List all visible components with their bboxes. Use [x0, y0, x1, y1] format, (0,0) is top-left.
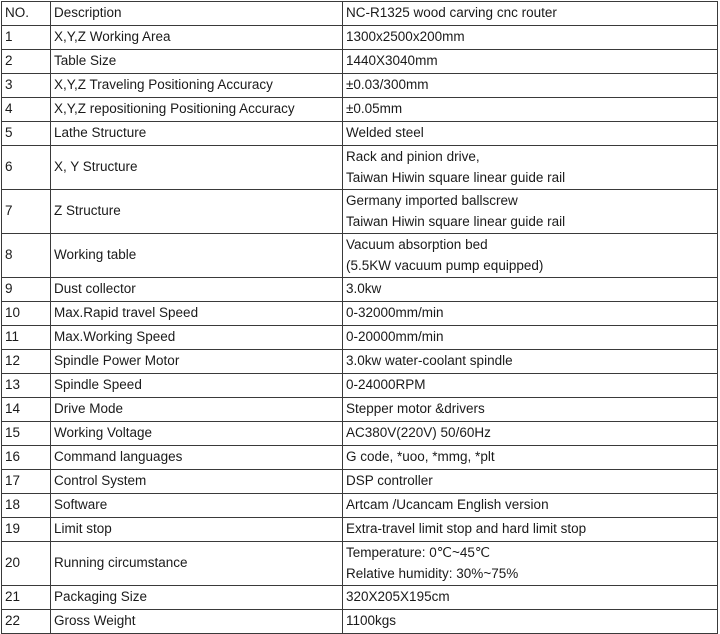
row-value	[343, 494, 718, 518]
row-value-line: (5.5KW vacuum pump equipped)	[346, 257, 544, 273]
header-no: NO.	[2, 2, 51, 26]
row-value	[343, 190, 718, 234]
row-description: Max.Working Speed	[51, 326, 343, 350]
table-row	[2, 470, 718, 494]
row-value-line: 0-24000RPM	[346, 377, 426, 393]
row-description: Limit stop	[51, 518, 343, 542]
row-description: Command languages	[51, 446, 343, 470]
row-value	[343, 302, 718, 326]
row-value	[343, 518, 718, 542]
row-description: Software	[51, 494, 343, 518]
table-row	[2, 586, 718, 610]
row-value-line: Welded steel	[346, 125, 424, 141]
row-number: 9	[2, 278, 51, 302]
row-description: Spindle Speed	[51, 374, 343, 398]
row-description: Table Size	[51, 50, 343, 74]
row-value	[343, 446, 718, 470]
row-value-line: ±0.05mm	[346, 101, 403, 117]
row-description: Z Structure	[51, 190, 343, 234]
table-row	[2, 190, 718, 234]
row-value-line: Temperature: 0℃~45℃	[346, 545, 491, 560]
table-row	[2, 122, 718, 146]
row-value-line: Taiwan Hiwin square linear guide rail	[346, 213, 566, 229]
row-value-line: AC380V(220V) 50/60Hz	[346, 425, 491, 441]
row-value-line: DSP controller	[346, 473, 433, 489]
row-number: 22	[2, 610, 51, 634]
row-value-line: 3.0kw	[346, 281, 382, 297]
table-row	[2, 26, 718, 50]
row-description: Working Voltage	[51, 422, 343, 446]
row-value-line: G code, *uoo, *mmg, *plt	[346, 449, 495, 465]
row-value-line: 0-32000mm/min	[346, 305, 444, 321]
row-description: Gross Weight	[51, 610, 343, 634]
row-value	[343, 398, 718, 422]
row-number: 3	[2, 74, 51, 98]
row-description: X,Y,Z repositioning Positioning Accuracy	[51, 98, 343, 122]
table-row	[2, 278, 718, 302]
row-number: 15	[2, 422, 51, 446]
row-description: Lathe Structure	[51, 122, 343, 146]
table-row	[2, 326, 718, 350]
row-description: Working table	[51, 234, 343, 278]
row-value-line: 1300x2500x200mm	[346, 29, 465, 45]
row-description: Drive Mode	[51, 398, 343, 422]
row-description: Spindle Power Motor	[51, 350, 343, 374]
row-value	[343, 542, 718, 586]
row-number: 4	[2, 98, 51, 122]
row-value-line: Extra-travel limit stop and hard limit stop	[346, 521, 587, 537]
row-number: 7	[2, 190, 51, 234]
row-number: 17	[2, 470, 51, 494]
table-row	[2, 302, 718, 326]
row-number: 16	[2, 446, 51, 470]
row-description: Max.Rapid travel Speed	[51, 302, 343, 326]
table-row	[2, 610, 718, 634]
row-value-line: Stepper motor &drivers	[346, 401, 485, 417]
row-value-line: Rack and pinion drive,	[346, 149, 480, 164]
row-number: 2	[2, 50, 51, 74]
row-value	[343, 610, 718, 634]
table-row	[2, 398, 718, 422]
row-value-line: ±0.03/300mm	[346, 77, 429, 93]
row-value-line: Germany imported ballscrew	[346, 193, 518, 208]
row-number: 14	[2, 398, 51, 422]
row-value	[343, 470, 718, 494]
row-number: 19	[2, 518, 51, 542]
table-row	[2, 350, 718, 374]
row-value-line: 1100kgs	[346, 613, 397, 629]
row-value	[343, 234, 718, 278]
table-row	[2, 98, 718, 122]
table-row	[2, 146, 718, 190]
row-value-line: Vacuum absorption bed	[346, 237, 488, 252]
row-number: 6	[2, 146, 51, 190]
row-number: 5	[2, 122, 51, 146]
row-value-line: 0-20000mm/min	[346, 329, 444, 345]
row-number: 20	[2, 542, 51, 586]
row-number: 13	[2, 374, 51, 398]
row-number: 18	[2, 494, 51, 518]
header-description: Description	[51, 2, 343, 26]
table-row	[2, 494, 718, 518]
table-row	[2, 374, 718, 398]
table-row	[2, 446, 718, 470]
spec-table	[1, 1, 718, 634]
row-value-line: Relative humidity: 30%~75%	[346, 565, 519, 581]
row-description: Dust collector	[51, 278, 343, 302]
row-value	[343, 98, 718, 122]
table-row	[2, 50, 718, 74]
row-description: X, Y Structure	[51, 146, 343, 190]
row-number: 10	[2, 302, 51, 326]
row-value	[343, 26, 718, 50]
row-value	[343, 278, 718, 302]
row-description: Control System	[51, 470, 343, 494]
row-value-line: 3.0kw water-coolant spindle	[346, 353, 513, 369]
row-value	[343, 586, 718, 610]
spec-table-body	[2, 2, 718, 634]
row-description: Packaging Size	[51, 586, 343, 610]
table-row	[2, 74, 718, 98]
table-header-row	[2, 2, 718, 26]
row-value-line: Artcam /Ucancam English version	[346, 497, 549, 513]
row-value	[343, 146, 718, 190]
row-value	[343, 122, 718, 146]
table-row	[2, 234, 718, 278]
row-number: 8	[2, 234, 51, 278]
row-number: 1	[2, 26, 51, 50]
table-row	[2, 422, 718, 446]
row-value	[343, 374, 718, 398]
row-description: X,Y,Z Working Area	[51, 26, 343, 50]
row-value-line: 320X205X195cm	[346, 589, 450, 605]
row-value	[343, 326, 718, 350]
row-number: 11	[2, 326, 51, 350]
row-value	[343, 74, 718, 98]
row-value-line: 1440X3040mm	[346, 53, 438, 69]
row-description: Running circumstance	[51, 542, 343, 586]
table-row	[2, 518, 718, 542]
row-description: X,Y,Z Traveling Positioning Accuracy	[51, 74, 343, 98]
table-row	[2, 542, 718, 586]
row-value	[343, 422, 718, 446]
header-model: NC-R1325 wood carving cnc router	[343, 2, 718, 26]
row-value	[343, 50, 718, 74]
row-number: 12	[2, 350, 51, 374]
row-value	[343, 350, 718, 374]
row-value-line: Taiwan Hiwin square linear guide rail	[346, 169, 566, 185]
row-number: 21	[2, 586, 51, 610]
